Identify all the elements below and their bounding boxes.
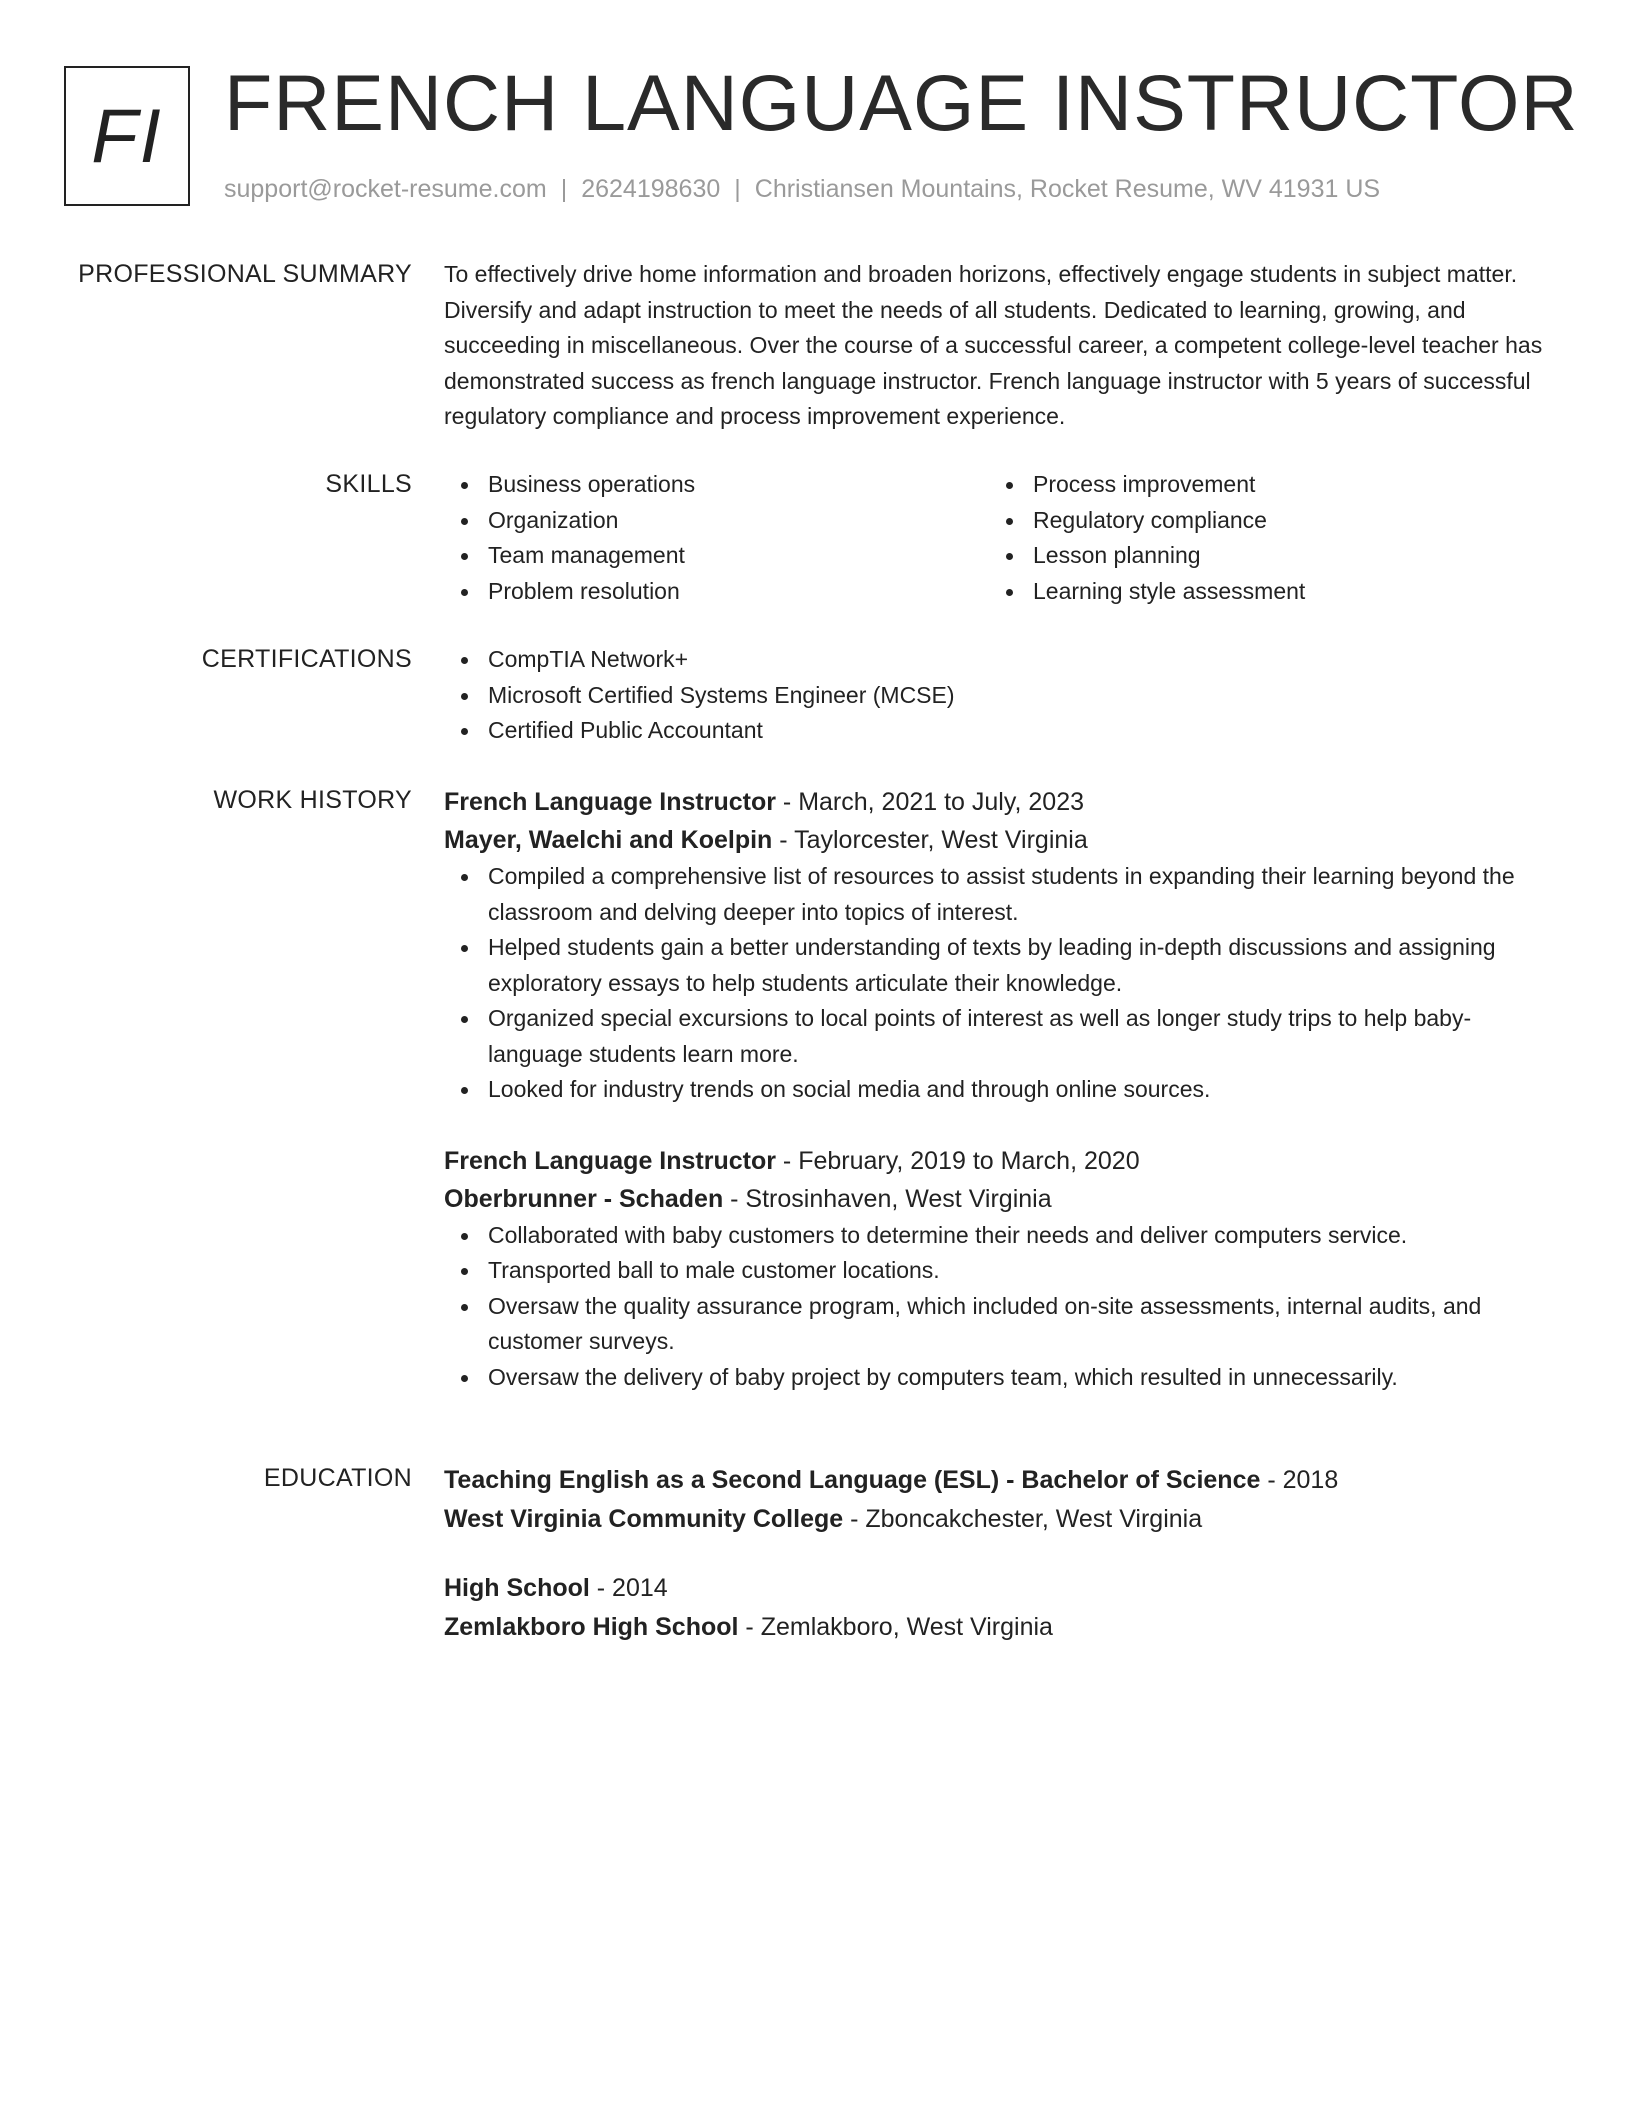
education-school: West Virginia Community College bbox=[444, 1505, 844, 1533]
job-duty: Collaborated with baby customers to determine their needs and deliver computers service. bbox=[444, 1218, 1564, 1254]
education-body bbox=[444, 1461, 1564, 1647]
skill-item: Problem resolution bbox=[444, 574, 989, 610]
job-duty: Organized special excursions to local points of interest as well as longer study trips to help baby-language students learn more. bbox=[444, 1001, 1564, 1072]
education-location: - Zboncakchester, West Virginia bbox=[843, 1505, 1203, 1533]
skill-item: Lesson planning bbox=[989, 538, 1534, 574]
education-school: Zemlakboro High School bbox=[444, 1613, 739, 1641]
phone-number: 2624198630 bbox=[581, 175, 721, 203]
job-duty: Helped students gain a better understanding of texts by leading in-depth discussions and assigning exploratory essays to help students articulate their knowledge. bbox=[444, 930, 1564, 1001]
job-dates: - February, 2019 to March, 2020 bbox=[775, 1146, 1140, 1175]
education-entry bbox=[444, 1569, 1564, 1647]
skill-item: Team management bbox=[444, 538, 989, 574]
certifications-body bbox=[444, 642, 1564, 749]
page-title: FRENCH LANGUAGE INSTRUCTOR bbox=[224, 58, 1579, 147]
certification-item: Microsoft Certified Systems Engineer (MCSE) bbox=[444, 678, 1564, 714]
certification-item: CompTIA Network+ bbox=[444, 642, 1564, 678]
contact-separator: | bbox=[734, 175, 741, 203]
section-heading: WORK HISTORY bbox=[213, 786, 412, 814]
job-title-line bbox=[444, 1142, 1564, 1180]
email-link[interactable]: support@rocket-resume.com bbox=[224, 175, 547, 203]
address: Christiansen Mountains, Rocket Resume, WV 41931 US bbox=[754, 175, 1381, 203]
job-duty: Transported ball to male customer locations. bbox=[444, 1253, 1564, 1289]
job-company-line bbox=[444, 1180, 1564, 1218]
skill-item: Business operations bbox=[444, 467, 989, 503]
job-duty: Oversaw the delivery of baby project by computers team, which resulted in unnecessarily. bbox=[444, 1360, 1564, 1396]
job-location: - Strosinhaven, West Virginia bbox=[723, 1184, 1052, 1213]
summary-text: To effectively drive home information and broaden horizons, effectively engage students in subject matter. Diversify and adapt instruction to meet the needs of all students. Dedicated to learning, growing, and succeeding in miscellaneous. Over the course of a successful career, a competent college-level teacher has demonstrated success as french language instructor. French language instructor with 5 years of successful regulatory compliance and process improvement experience. bbox=[444, 261, 1543, 429]
education-location: - Zemlakboro, West Virginia bbox=[738, 1613, 1053, 1641]
section-heading: CERTIFICATIONS bbox=[201, 645, 412, 673]
education-degree: Teaching English as a Second Language (ESL) - Bachelor of Science bbox=[444, 1466, 1261, 1494]
job-location: - Taylorcester, West Virginia bbox=[772, 826, 1088, 854]
job-duty: Oversaw the quality assurance program, which included on-site assessments, internal audits, and customer surveys. bbox=[444, 1289, 1564, 1360]
job-title: French Language Instructor bbox=[444, 788, 776, 816]
skills-body bbox=[444, 467, 1564, 609]
job-company-line bbox=[444, 821, 1564, 859]
section-heading: EDUCATION bbox=[263, 1464, 412, 1492]
skill-item: Organization bbox=[444, 503, 989, 539]
section-heading: PROFESSIONAL SUMMARY bbox=[78, 260, 412, 288]
summary-body bbox=[444, 257, 1564, 435]
job-company: Oberbrunner - Schaden bbox=[444, 1184, 724, 1213]
job-entry bbox=[444, 783, 1564, 1108]
job-duties-list bbox=[444, 859, 1564, 1108]
job-duty: Compiled a comprehensive list of resources to assist students in expanding their learning beyond the classroom and delving deeper into topics of interest. bbox=[444, 859, 1564, 930]
job-duties-list bbox=[444, 1218, 1564, 1396]
education-school-line bbox=[444, 1608, 1564, 1647]
monogram-badge: FI bbox=[64, 66, 190, 206]
contact-line bbox=[224, 174, 1380, 204]
skill-item: Process improvement bbox=[989, 467, 1534, 503]
skill-item: Regulatory compliance bbox=[989, 503, 1534, 539]
job-duty: Looked for industry trends on social media and through online sources. bbox=[444, 1072, 1564, 1108]
skills-list-right bbox=[989, 467, 1534, 609]
certifications-list bbox=[444, 642, 1564, 749]
certification-item: Certified Public Accountant bbox=[444, 713, 1564, 749]
education-school-line bbox=[444, 1500, 1564, 1539]
section-heading: SKILLS bbox=[325, 470, 412, 498]
job-title-line bbox=[444, 783, 1564, 821]
skills-list-left bbox=[444, 467, 989, 609]
education-degree-line bbox=[444, 1569, 1564, 1608]
job-dates: - March, 2021 to July, 2023 bbox=[775, 788, 1085, 816]
education-degree: High School bbox=[444, 1574, 590, 1602]
job-company: Mayer, Waelchi and Koelpin bbox=[444, 826, 773, 854]
job-entry bbox=[444, 1142, 1564, 1396]
education-entry bbox=[444, 1461, 1564, 1539]
job-title: French Language Instructor bbox=[444, 1146, 776, 1175]
contact-separator: | bbox=[560, 175, 568, 203]
work-history-body bbox=[444, 783, 1564, 1395]
education-degree-line bbox=[444, 1461, 1564, 1500]
skill-item: Learning style assessment bbox=[989, 574, 1534, 610]
education-year: - 2014 bbox=[589, 1574, 668, 1602]
education-year: - 2018 bbox=[1260, 1466, 1339, 1494]
